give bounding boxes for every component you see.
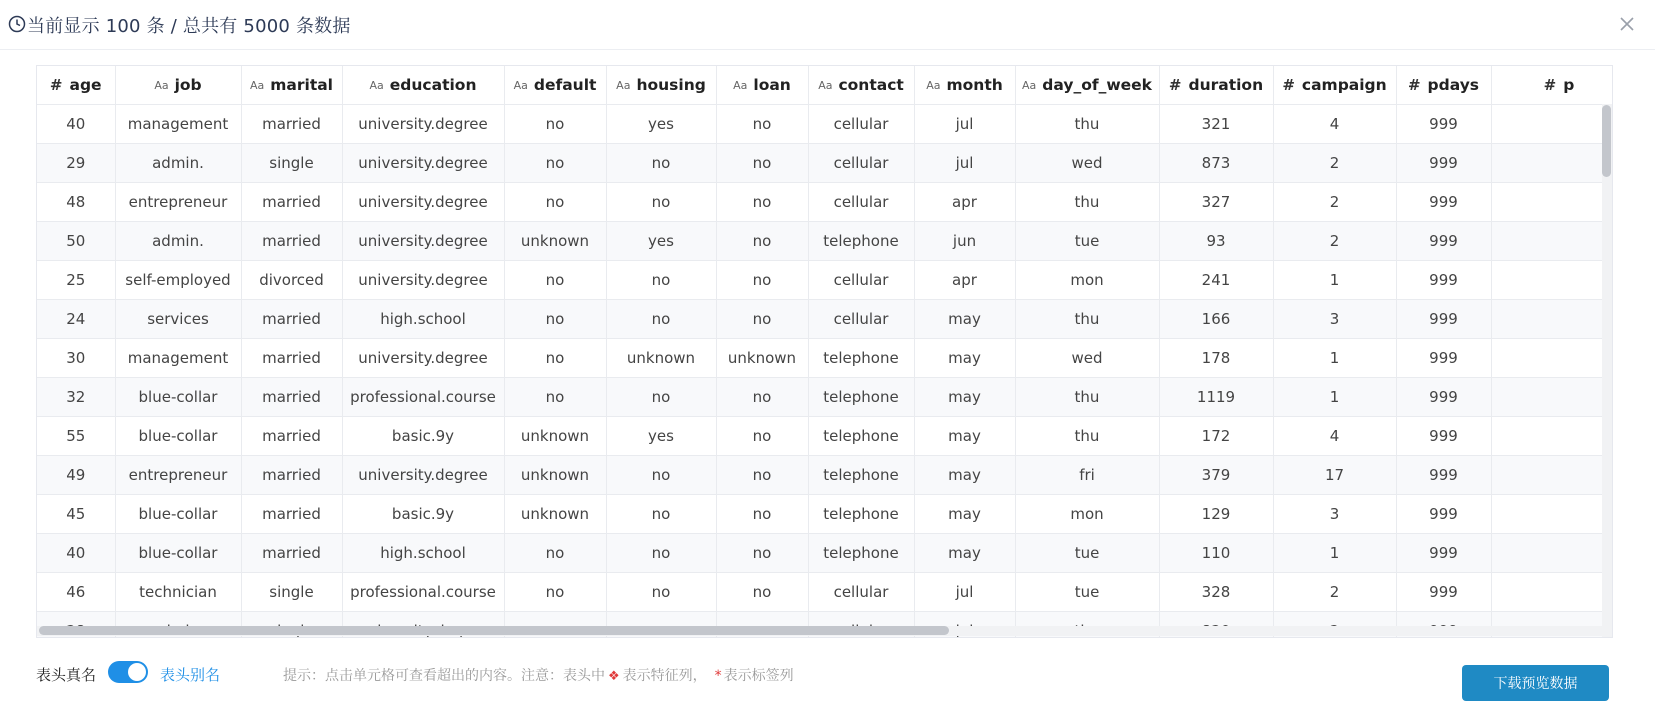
table-row	[37, 105, 1613, 144]
table-cell[interactable]: married	[241, 417, 342, 456]
column-header-label: job	[174, 76, 202, 94]
table-cell[interactable]: 49	[37, 456, 115, 495]
table-cell[interactable]: 2	[1273, 183, 1396, 222]
table-cell[interactable]: thu	[1015, 300, 1159, 339]
table-cell[interactable]: yes	[606, 417, 716, 456]
table-cell[interactable]: 999	[1396, 144, 1491, 183]
table-row	[37, 144, 1613, 183]
table-cell[interactable]: professional.course	[342, 573, 504, 612]
table-cell[interactable]: 4	[1273, 105, 1396, 144]
table-cell[interactable]: telephone	[808, 456, 914, 495]
table-cell[interactable]: 999	[1396, 339, 1491, 378]
table-cell[interactable]: 241	[1159, 261, 1273, 300]
table-cell[interactable]: mon	[1015, 261, 1159, 300]
table-cell[interactable]	[1491, 417, 1613, 456]
table-row	[37, 534, 1613, 573]
table-cell[interactable]: divorced	[241, 261, 342, 300]
table-cell[interactable]: 999	[1396, 222, 1491, 261]
table-cell[interactable]: no	[716, 495, 808, 534]
table-cell[interactable]: 1	[1273, 378, 1396, 417]
numeric-type-icon: #	[1282, 76, 1295, 94]
table-cell[interactable]	[1491, 495, 1613, 534]
text-type-icon: Aa	[1022, 79, 1037, 92]
table-cell[interactable]: apr	[914, 261, 1015, 300]
table-cell[interactable]: unknown	[504, 456, 606, 495]
column-header-housing[interactable]	[606, 66, 716, 105]
table-cell[interactable]	[1491, 144, 1613, 183]
table-cell[interactable]: 24	[37, 300, 115, 339]
table-cell[interactable]: entrepreneur	[115, 183, 241, 222]
column-header-month[interactable]	[914, 66, 1015, 105]
table-cell[interactable]: technician	[115, 573, 241, 612]
column-header-label: contact	[838, 76, 904, 94]
column-header-loan[interactable]	[716, 66, 808, 105]
table-cell[interactable]	[1491, 339, 1613, 378]
close-icon[interactable]	[1617, 14, 1637, 34]
table-cell[interactable]: cellular	[808, 300, 914, 339]
table-row	[37, 222, 1613, 261]
table-cell[interactable]: 999	[1396, 495, 1491, 534]
column-header-label: campaign	[1301, 76, 1387, 94]
dialog-header	[0, 0, 1655, 50]
table-cell[interactable]: management	[115, 339, 241, 378]
table-cell[interactable]: no	[716, 456, 808, 495]
table-cell[interactable]: 40	[37, 105, 115, 144]
table-cell[interactable]: thu	[1015, 417, 1159, 456]
table-cell[interactable]: 999	[1396, 534, 1491, 573]
table-cell[interactable]: basic.9y	[342, 417, 504, 456]
table-cell[interactable]: unknown	[504, 417, 606, 456]
table-cell[interactable]: 93	[1159, 222, 1273, 261]
table-cell[interactable]: may	[914, 456, 1015, 495]
hint-feature-text: 表示特征列，	[622, 668, 707, 684]
table-cell[interactable]: yes	[606, 222, 716, 261]
table-cell[interactable]: married	[241, 378, 342, 417]
column-header-pdays[interactable]	[1396, 66, 1491, 105]
column-header-label: default	[533, 76, 597, 94]
table-cell[interactable]: married	[241, 183, 342, 222]
table-cell[interactable]: management	[115, 105, 241, 144]
table-header-row	[37, 66, 1613, 105]
table-cell[interactable]: 321	[1159, 105, 1273, 144]
table-cell[interactable]: unknown	[606, 339, 716, 378]
table-cell[interactable]: blue-collar	[115, 417, 241, 456]
table-cell[interactable]	[1491, 261, 1613, 300]
table-cell[interactable]: university.degree	[342, 144, 504, 183]
table-cell[interactable]: may	[914, 417, 1015, 456]
table-cell[interactable]: no	[606, 378, 716, 417]
table-cell[interactable]: no	[716, 573, 808, 612]
table-cell[interactable]: 4	[1273, 417, 1396, 456]
table-cell[interactable]: tue	[1015, 573, 1159, 612]
table-cell[interactable]: married	[241, 495, 342, 534]
table-cell[interactable]: thu	[1015, 105, 1159, 144]
table-cell[interactable]: admin.	[115, 222, 241, 261]
data-count-title: 当前显示 100 条 / 总共有 5000 条数据	[27, 16, 351, 37]
table-cell[interactable]: no	[716, 222, 808, 261]
column-header-day_of_week[interactable]	[1015, 66, 1159, 105]
table-cell[interactable]	[1491, 456, 1613, 495]
table-cell[interactable]: yes	[606, 105, 716, 144]
table-cell[interactable]: 17	[1273, 456, 1396, 495]
table-cell[interactable]: university.degree	[342, 261, 504, 300]
table-cell[interactable]: university.degree	[342, 456, 504, 495]
table-cell[interactable]: no	[716, 105, 808, 144]
toggle-knob	[128, 663, 146, 681]
numeric-type-icon: #	[49, 76, 63, 94]
table-cell[interactable]: 45	[37, 495, 115, 534]
table-cell[interactable]: telephone	[808, 222, 914, 261]
download-preview-button[interactable]: 下载预览数据	[1462, 665, 1609, 701]
column-header-contact[interactable]	[808, 66, 914, 105]
table-cell[interactable]: 1	[1273, 534, 1396, 573]
table-cell[interactable]: no	[606, 144, 716, 183]
table-cell[interactable]: wed	[1015, 339, 1159, 378]
hint-label-text: 表示标签列	[723, 668, 794, 684]
column-header-default[interactable]	[504, 66, 606, 105]
table-cell[interactable]: may	[914, 495, 1015, 534]
table-cell[interactable]: married	[241, 534, 342, 573]
table-cell[interactable]: tue	[1015, 534, 1159, 573]
table-cell[interactable]: cellular	[808, 183, 914, 222]
clock-icon	[8, 15, 26, 33]
table-cell[interactable]: 999	[1396, 573, 1491, 612]
table-row	[37, 339, 1613, 378]
table-cell[interactable]: university.degree	[342, 222, 504, 261]
table-cell[interactable]: may	[914, 378, 1015, 417]
table-cell[interactable]: jul	[914, 573, 1015, 612]
table-cell[interactable]: 178	[1159, 339, 1273, 378]
table-cell[interactable]: thu	[1015, 378, 1159, 417]
table-cell[interactable]: tue	[1015, 222, 1159, 261]
table-row	[37, 456, 1613, 495]
table-cell[interactable]: no	[606, 534, 716, 573]
table-cell[interactable]: cellular	[808, 573, 914, 612]
table-row	[37, 261, 1613, 300]
table-cell[interactable]: professional.course	[342, 378, 504, 417]
table-cell[interactable]: 110	[1159, 534, 1273, 573]
table-row	[37, 495, 1613, 534]
table-cell[interactable]: jun	[914, 222, 1015, 261]
table-cell[interactable]: basic.9y	[342, 495, 504, 534]
table-cell[interactable]: unknown	[504, 495, 606, 534]
table-cell[interactable]: 40	[37, 534, 115, 573]
table-cell[interactable]: no	[716, 417, 808, 456]
table-cell[interactable]: 1	[1273, 339, 1396, 378]
table-cell[interactable]: self-employed	[115, 261, 241, 300]
table-cell[interactable]: no	[716, 534, 808, 573]
table-cell[interactable]: 999	[1396, 456, 1491, 495]
table-cell[interactable]: services	[115, 300, 241, 339]
text-type-icon: Aa	[616, 79, 631, 92]
table-cell[interactable]: no	[716, 144, 808, 183]
table-cell[interactable]	[1491, 573, 1613, 612]
column-header-education[interactable]	[342, 66, 504, 105]
table-cell[interactable]: 3	[1273, 300, 1396, 339]
table-row	[37, 378, 1613, 417]
text-type-icon: Aa	[818, 79, 833, 92]
table-cell[interactable]: married	[241, 339, 342, 378]
table-cell[interactable]: no	[606, 573, 716, 612]
table-cell[interactable]: 48	[37, 183, 115, 222]
table-cell[interactable]	[1491, 222, 1613, 261]
table-cell[interactable]: 999	[1396, 378, 1491, 417]
text-type-icon: Aa	[513, 79, 528, 92]
table-cell[interactable]: telephone	[808, 339, 914, 378]
column-header-label: duration	[1188, 76, 1264, 94]
table-cell[interactable]: 379	[1159, 456, 1273, 495]
table-cell[interactable]: 30	[37, 339, 115, 378]
table-cell[interactable]: 3	[1273, 495, 1396, 534]
table-cell[interactable]: university.degree	[342, 183, 504, 222]
table-cell[interactable]: no	[504, 339, 606, 378]
table-cell[interactable]: 55	[37, 417, 115, 456]
table-cell[interactable]	[1491, 183, 1613, 222]
table-cell[interactable]: 1	[1273, 261, 1396, 300]
table-cell[interactable]: 999	[1396, 261, 1491, 300]
column-header-label: education	[389, 76, 477, 94]
table-cell[interactable]: 172	[1159, 417, 1273, 456]
header-alias-label: 表头别名	[160, 666, 221, 684]
table-cell[interactable]: no	[606, 300, 716, 339]
table-cell[interactable]: no	[504, 144, 606, 183]
header-real-name-label: 表头真名	[36, 666, 97, 684]
column-header-job[interactable]	[115, 66, 241, 105]
table-cell[interactable]: married	[241, 105, 342, 144]
table-cell[interactable]: single	[241, 144, 342, 183]
table-cell[interactable]: telephone	[808, 417, 914, 456]
vertical-scrollbar-track[interactable]	[1602, 104, 1612, 638]
table-cell[interactable]: 1119	[1159, 378, 1273, 417]
column-header-age[interactable]	[37, 66, 115, 105]
table-cell[interactable]: thu	[1015, 183, 1159, 222]
table-cell[interactable]: university.degree	[342, 339, 504, 378]
text-type-icon: Aa	[733, 79, 748, 92]
table-cell[interactable]: no	[606, 456, 716, 495]
table-cell[interactable]: telephone	[808, 534, 914, 573]
table-cell[interactable]: no	[716, 300, 808, 339]
numeric-type-icon: #	[1407, 76, 1421, 94]
table-cell[interactable]: blue-collar	[115, 495, 241, 534]
numeric-type-icon: #	[1543, 76, 1557, 94]
column-header-label: age	[69, 76, 102, 94]
hint-prefix: 提示：点击单元格可查看超出的内容。注意：表头中	[283, 668, 605, 684]
table-cell[interactable]: no	[504, 573, 606, 612]
table-cell[interactable]: blue-collar	[115, 534, 241, 573]
table-cell[interactable]: may	[914, 534, 1015, 573]
table-cell[interactable]: 129	[1159, 495, 1273, 534]
table-cell[interactable]: 166	[1159, 300, 1273, 339]
column-header-duration[interactable]	[1159, 66, 1273, 105]
text-type-icon: Aa	[926, 79, 941, 92]
label-column-star-icon: *	[714, 668, 722, 684]
table-cell[interactable]: 50	[37, 222, 115, 261]
table-cell[interactable]: no	[606, 495, 716, 534]
header-name-toggle[interactable]	[108, 661, 148, 683]
table-cell[interactable]: wed	[1015, 144, 1159, 183]
table-row	[37, 573, 1613, 612]
table-cell[interactable]: high.school	[342, 300, 504, 339]
table-cell[interactable]: 2	[1273, 144, 1396, 183]
table-cell[interactable]: apr	[914, 183, 1015, 222]
table-cell[interactable]: blue-collar	[115, 378, 241, 417]
table-cell[interactable]: 2	[1273, 222, 1396, 261]
table-cell[interactable]	[1491, 300, 1613, 339]
table-cell[interactable]: 46	[37, 573, 115, 612]
table-row	[37, 300, 1613, 339]
horizontal-scrollbar-thumb[interactable]	[39, 626, 949, 635]
table-cell[interactable]: married	[241, 456, 342, 495]
table-cell[interactable]: unknown	[716, 339, 808, 378]
table-cell[interactable]: jul	[914, 105, 1015, 144]
feature-column-icon: ❖	[608, 669, 620, 684]
column-header-label: marital	[270, 76, 333, 94]
table-cell[interactable]: cellular	[808, 144, 914, 183]
column-header-label: day_of_week	[1042, 76, 1152, 94]
table-cell[interactable]: 327	[1159, 183, 1273, 222]
table-cell[interactable]: no	[606, 261, 716, 300]
table-cell[interactable]: telephone	[808, 495, 914, 534]
table-cell[interactable]: may	[914, 300, 1015, 339]
table-cell[interactable]: 328	[1159, 573, 1273, 612]
table-cell[interactable]: university.degree	[342, 105, 504, 144]
table-cell[interactable]: mon	[1015, 495, 1159, 534]
vertical-scrollbar-thumb[interactable]	[1602, 105, 1611, 177]
column-header-p[interactable]	[1491, 66, 1613, 105]
table-cell[interactable]: no	[716, 378, 808, 417]
table-cell[interactable]: 29	[37, 144, 115, 183]
table-cell[interactable]: single	[241, 573, 342, 612]
hint-text	[283, 665, 794, 685]
table-cell[interactable]: 32	[37, 378, 115, 417]
table-cell[interactable]: no	[504, 378, 606, 417]
table-cell[interactable]: no	[504, 300, 606, 339]
table-cell[interactable]: jul	[914, 144, 1015, 183]
table-cell[interactable]: entrepreneur	[115, 456, 241, 495]
column-header-campaign[interactable]	[1273, 66, 1396, 105]
table-cell[interactable]: 999	[1396, 300, 1491, 339]
table-cell[interactable]: 25	[37, 261, 115, 300]
table-cell[interactable]: 2	[1273, 573, 1396, 612]
column-header-label: month	[946, 76, 1003, 94]
table-cell[interactable]: cellular	[808, 261, 914, 300]
table-row	[37, 417, 1613, 456]
table-cell[interactable]: 873	[1159, 144, 1273, 183]
column-header-label: pdays	[1427, 76, 1480, 94]
table-cell[interactable]: fri	[1015, 456, 1159, 495]
table-cell[interactable]: no	[606, 183, 716, 222]
table-row	[37, 183, 1613, 222]
text-type-icon: Aa	[154, 79, 169, 92]
table-cell[interactable]: married	[241, 300, 342, 339]
numeric-type-icon: #	[1168, 76, 1182, 94]
data-table	[37, 66, 1613, 638]
table-cell[interactable]: no	[504, 183, 606, 222]
table-cell[interactable]: 999	[1396, 417, 1491, 456]
column-header-label: loan	[753, 76, 791, 94]
column-header-label: housing	[636, 76, 706, 94]
table-cell[interactable]: unknown	[504, 222, 606, 261]
data-preview-table[interactable]	[36, 65, 1613, 638]
table-cell[interactable]: cellular	[808, 105, 914, 144]
table-cell[interactable]: high.school	[342, 534, 504, 573]
table-cell[interactable]: no	[504, 534, 606, 573]
table-cell[interactable]: no	[716, 183, 808, 222]
table-cell[interactable]: telephone	[808, 378, 914, 417]
column-header-marital[interactable]	[241, 66, 342, 105]
table-cell[interactable]: may	[914, 339, 1015, 378]
table-cell[interactable]: no	[504, 105, 606, 144]
table-cell[interactable]: admin.	[115, 144, 241, 183]
text-type-icon: Aa	[249, 79, 265, 92]
table-cell[interactable]: married	[241, 222, 342, 261]
column-header-label: p	[1563, 76, 1575, 94]
table-cell[interactable]	[1491, 105, 1613, 144]
table-cell[interactable]: 999	[1396, 183, 1491, 222]
table-cell[interactable]: no	[716, 261, 808, 300]
table-cell[interactable]: no	[504, 261, 606, 300]
table-cell[interactable]	[1491, 378, 1613, 417]
table-cell[interactable]	[1491, 534, 1613, 573]
text-type-icon: Aa	[369, 79, 384, 92]
table-cell[interactable]: 999	[1396, 105, 1491, 144]
